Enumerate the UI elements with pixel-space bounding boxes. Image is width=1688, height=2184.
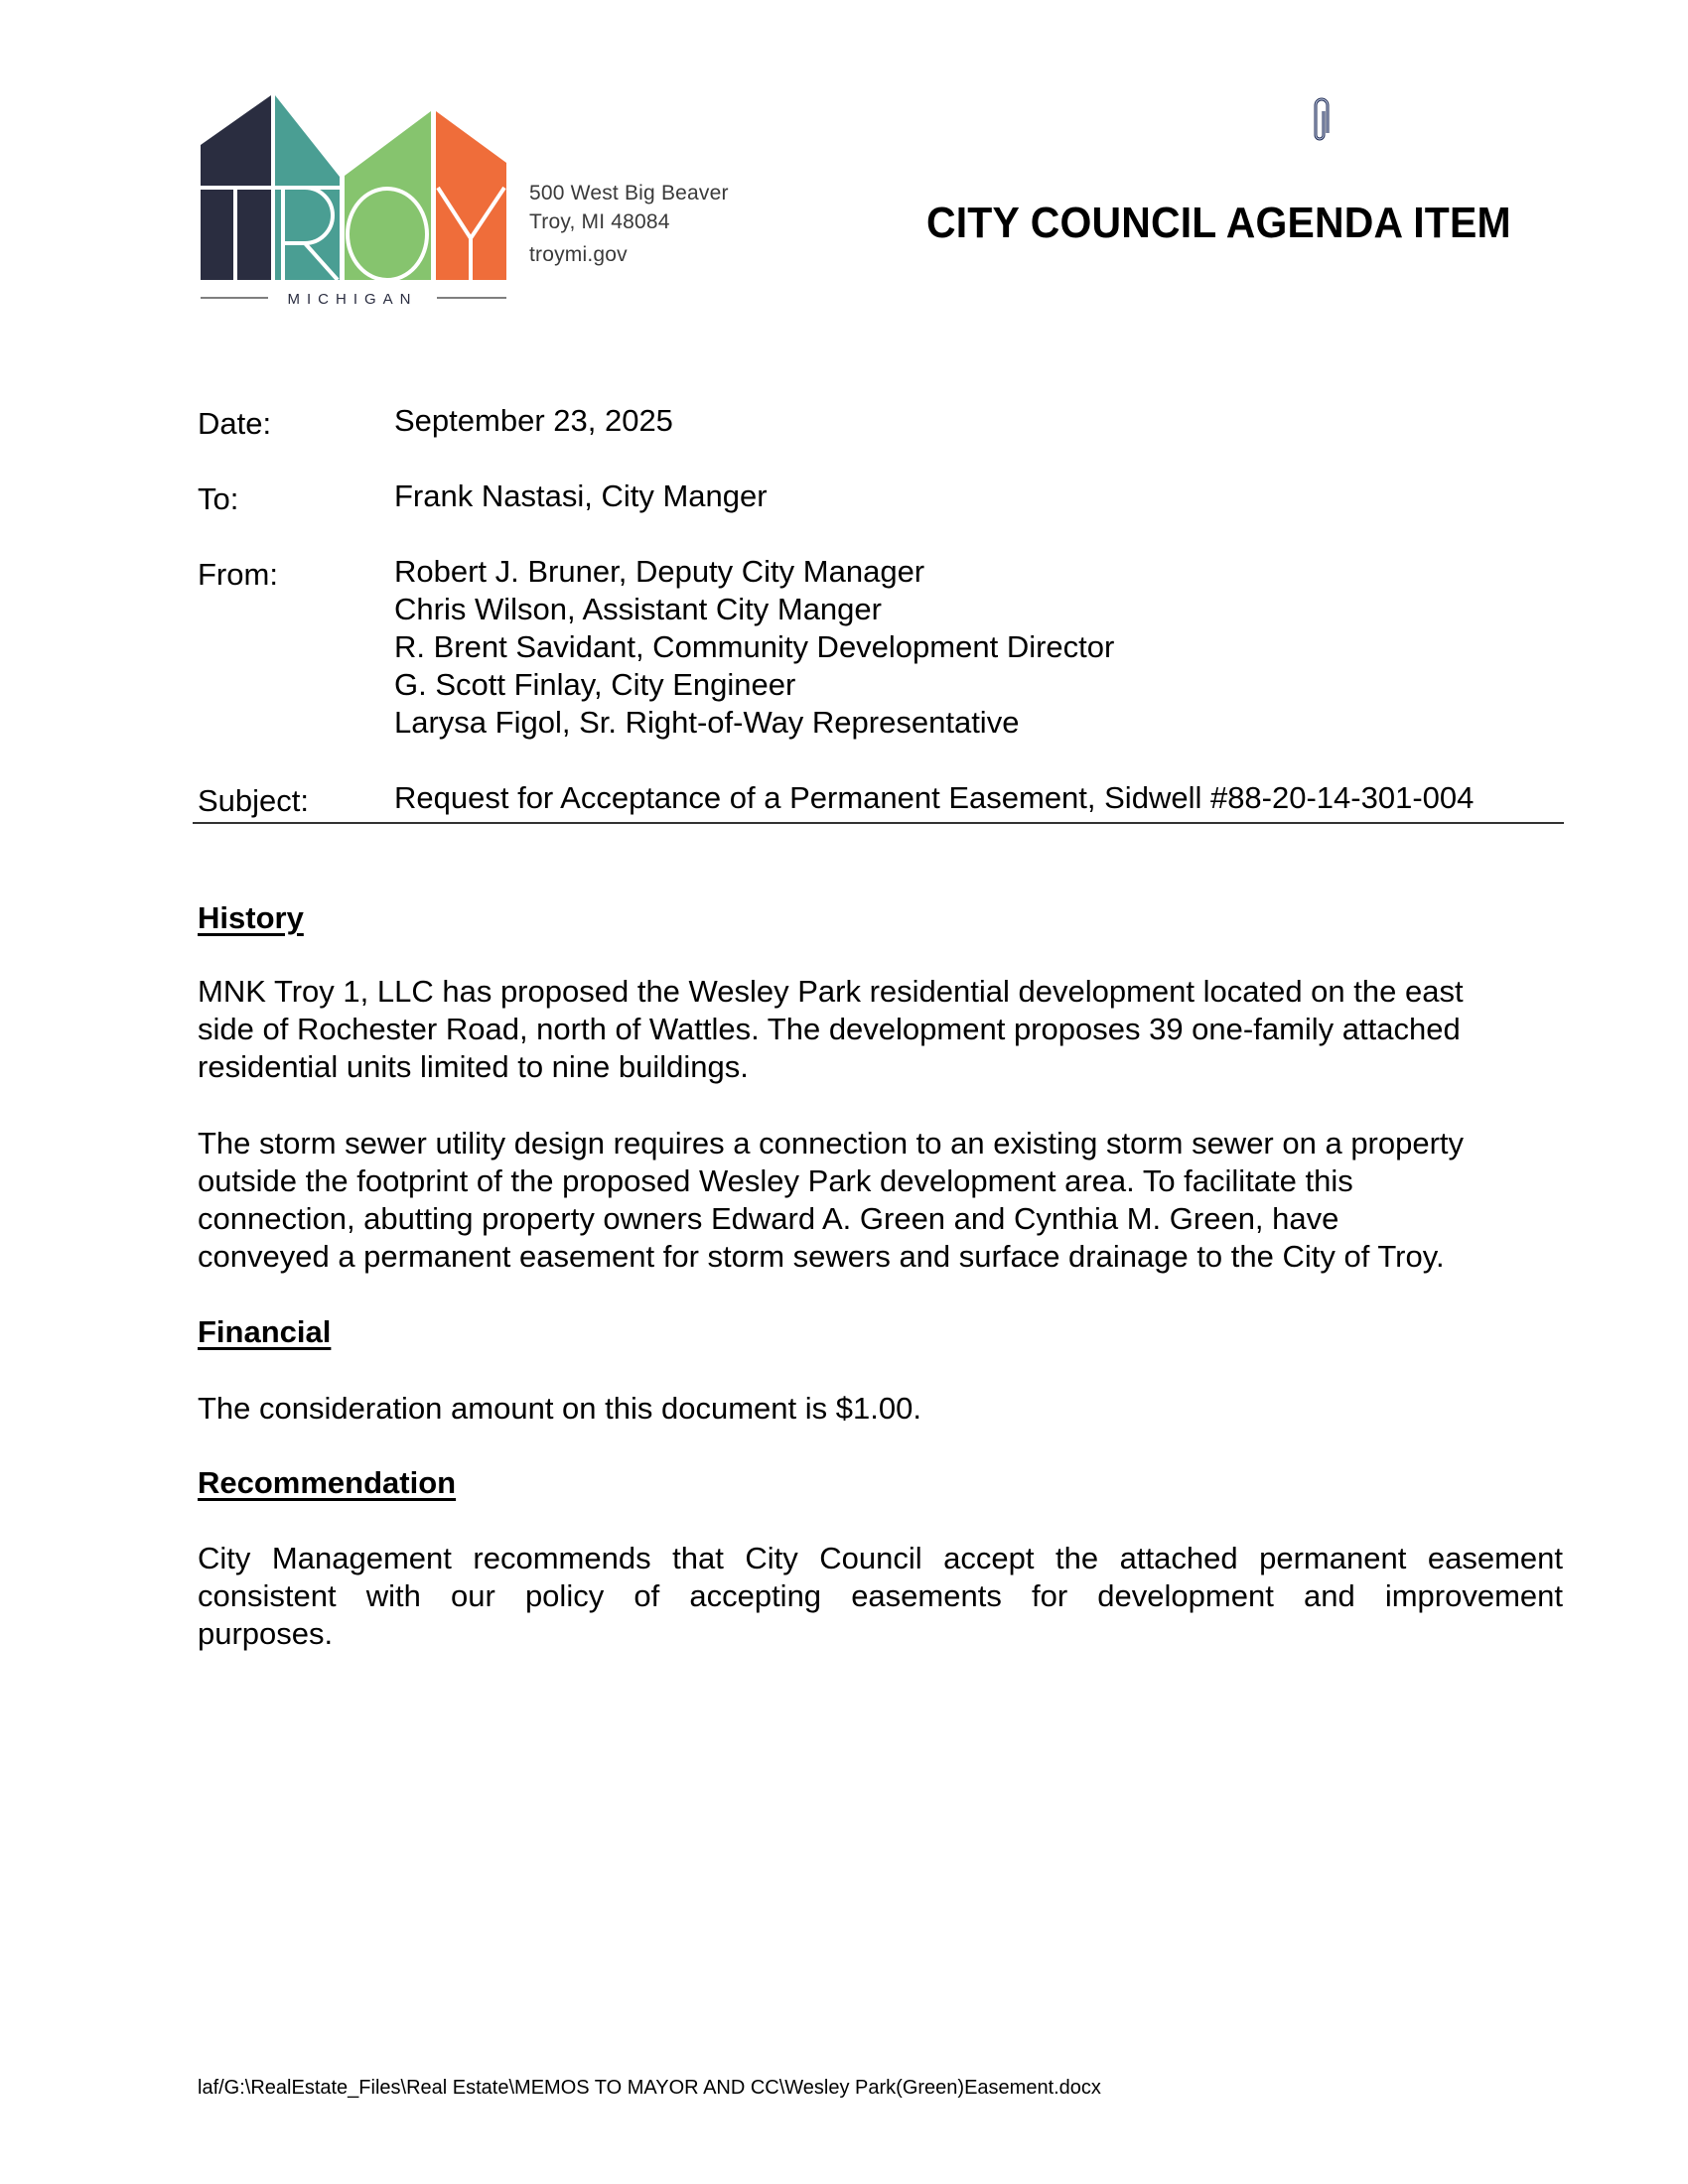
recommendation-heading: Recommendation xyxy=(198,1465,457,1500)
from-entry: Chris Wilson, Assistant City Manger xyxy=(394,592,882,626)
history-paragraph-1 xyxy=(198,973,1563,1086)
troy-michigan-logo xyxy=(194,89,511,308)
from-label: From: xyxy=(198,557,278,592)
logo-subtitle: MICHIGAN xyxy=(287,291,418,308)
address-line-1: 500 West Big Beaver xyxy=(529,182,729,205)
history-paragraph-2 xyxy=(198,1125,1563,1276)
from-list xyxy=(394,553,1114,742)
subject-value: Request for Acceptance of a Permanent Easement, Sidwell #88-20-14-301-004 xyxy=(394,780,1475,815)
recommendation-paragraph xyxy=(198,1540,1563,1653)
history-heading: History xyxy=(198,900,304,935)
logo-green-block xyxy=(345,111,431,280)
text-line: residential units limited to nine buildings. xyxy=(198,1049,749,1084)
page-title: CITY COUNCIL AGENDA ITEM xyxy=(926,199,1511,247)
text-line: conveyed a permanent easement for storm sewers and surface drainage to the City of Troy. xyxy=(198,1239,1445,1274)
text-line: outside the footprint of the proposed Wesley Park development area. To facilitate this xyxy=(198,1163,1353,1198)
file-path-footer: laf/G:\RealEstate_Files\Real Estate\MEMOS TO MAYOR AND CC\Wesley Park(Green)Easement.docx xyxy=(198,2077,1101,2099)
text-line: The consideration amount on this document is $1.00. xyxy=(198,1391,921,1426)
text-line: side of Rochester Road, north of Wattles. The development proposes 39 one-family attached xyxy=(198,1012,1461,1046)
date-label: Date: xyxy=(198,406,272,441)
text-line: MNK Troy 1, LLC has proposed the Wesley Park residential development located on the east xyxy=(198,974,1464,1009)
text-line: City Management recommends that City Council accept the attached permanent easement xyxy=(198,1541,1563,1575)
from-entry: R. Brent Savidant, Community Development Director xyxy=(394,629,1115,664)
website-link[interactable]: troymi.gov xyxy=(529,243,628,266)
from-entry: G. Scott Finlay, City Engineer xyxy=(394,667,796,702)
text-line: purposes. xyxy=(198,1616,334,1651)
address-line-2: Troy, MI 48084 xyxy=(529,210,670,233)
text-line: The storm sewer utility design requires a connection to an existing storm sewer on a property xyxy=(198,1126,1465,1160)
paperclip-icon[interactable] xyxy=(1309,95,1331,145)
to-label: To: xyxy=(198,481,239,516)
text-line: consistent with our policy of accepting easements for development and improvement xyxy=(198,1578,1563,1613)
date-value: September 23, 2025 xyxy=(394,403,673,438)
from-entry: Robert J. Bruner, Deputy City Manager xyxy=(394,554,925,589)
financial-paragraph xyxy=(198,1390,1563,1428)
financial-heading: Financial xyxy=(198,1314,332,1349)
to-value: Frank Nastasi, City Manger xyxy=(394,478,768,513)
from-entry: Larysa Figol, Sr. Right-of-Way Representative xyxy=(394,705,1020,740)
subject-label: Subject: xyxy=(198,783,310,818)
text-line: connection, abutting property owners Edward A. Green and Cynthia M. Green, have xyxy=(198,1201,1339,1236)
subject-divider xyxy=(193,822,1564,824)
